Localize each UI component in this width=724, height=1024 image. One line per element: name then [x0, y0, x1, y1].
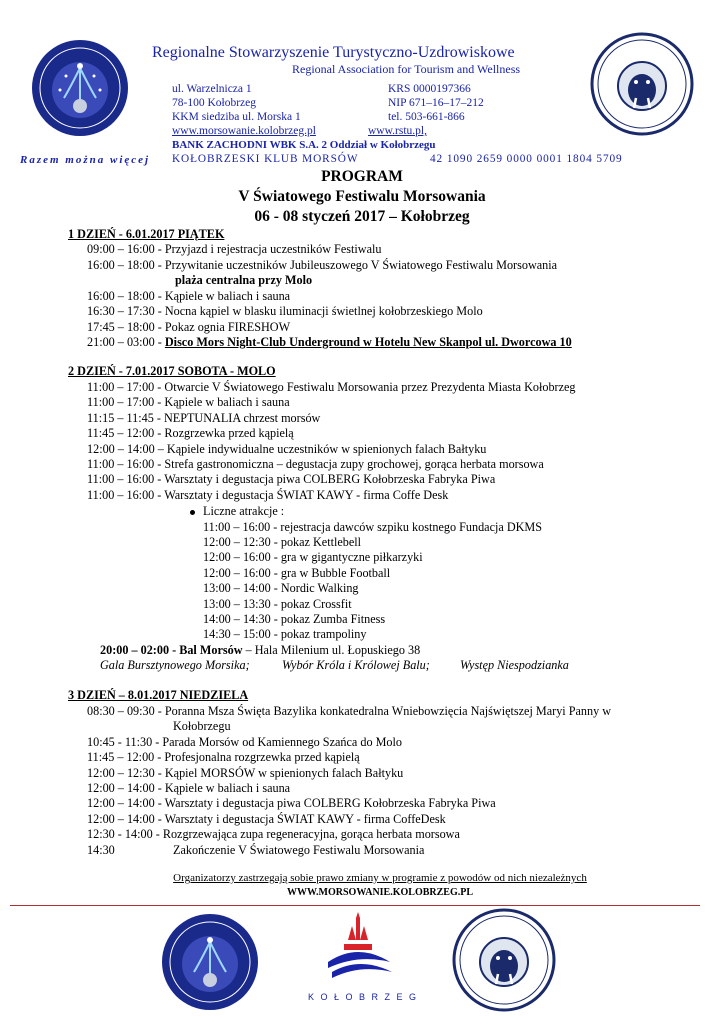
day1-item: 16:00 – 18:00 - Przywitanie uczestników Jubileuszowego V Światowego Festiwalu Morsowania: [87, 258, 558, 272]
day3-closing: Zakończenie V Światowego Festiwalu Morsowania: [173, 843, 425, 857]
day2-item: 11:45 – 12:00 - Rozgrzewka przed kąpielą: [87, 426, 294, 440]
day1-item: 16:00 – 18:00 - Kąpiele w baliach i sauna: [87, 289, 291, 303]
program-title: PROGRAM: [321, 168, 403, 185]
attraction-item: 14:30 – 15:00 - pokaz trampoliny: [203, 627, 367, 641]
day3-item: 12:00 – 14:00 - Warsztaty i degustacja ŚWIAT KAWY - firma CoffeDesk: [87, 812, 446, 826]
attraction-item: 13:00 – 13:30 - pokaz Crossfit: [203, 597, 352, 611]
gala-item-3: Występ Niespodzianka: [460, 658, 569, 672]
ball-time: 20:00 – 02:00 - Bal Morsów: [100, 643, 243, 657]
kolobrzeg-city-logo: [298, 912, 428, 1012]
rstu-link[interactable]: www.rstu.pl,: [368, 125, 427, 137]
day1-disco-venue: Disco Mors Night-Club Underground w Hotelu New Skanpol ul. Dworcowa 10: [164, 335, 572, 349]
day1-location: plaża centralna przy Molo: [175, 273, 313, 287]
festival-dates: 06 - 08 styczeń 2017 – Kołobrzeg: [254, 208, 470, 225]
footer-website[interactable]: WWW.MORSOWANIE.KOLOBRZEG.PL: [286, 887, 474, 898]
motto: Razem można więcej: [20, 154, 151, 166]
attraction-item: 11:00 – 16:00 - rejestracja dawców szpiku kostnego Fundacja DKMS: [203, 520, 543, 534]
gala-item-1: Gala Bursztynowego Morsika;: [100, 658, 250, 672]
ball-item: [100, 643, 420, 657]
day1-item: 09:00 – 16:00 - Przyjazd i rejestracja uczestników Festiwalu: [87, 242, 382, 256]
day3-item: 10:45 - 11:30 - Parada Morsów od Kamiennego Szańca do Molo: [87, 735, 403, 749]
ball-venue: – Hala Milenium ul. Łopuskiego 38: [242, 643, 421, 657]
day1-disco-time: 21:00 – 03:00 -: [87, 335, 165, 349]
morsy-logo-bottom: [452, 908, 556, 1012]
day1-item: 16:30 – 17:30 - Nocna kąpiel w blasku iluminacji świetlnej kołobrzeskiego Molo: [87, 304, 483, 318]
gala-item-2: Wybór Króla i Królowej Balu;: [282, 658, 430, 672]
bank-name: BANK ZACHODNI WBK S.A. 2 Oddział w Kołobrzegu: [172, 139, 436, 151]
day3-item: 12:00 – 12:30 - Kąpiel MORSÓW w spienionych falach Bałtyku: [87, 766, 404, 780]
day2-item: 11:00 – 17:00 - Otwarcie V Światowego Festiwalu Morsowania przez Prezydenta Miasta Kołobrzeg: [87, 380, 576, 394]
attraction-item: 12:00 – 12:30 - pokaz Kettlebell: [203, 535, 362, 549]
phone-number: tel. 503-661-866: [388, 111, 465, 123]
day2-item: 11:00 – 16:00 - Warsztaty i degustacja piwa COLBERG Kołobrzeska Fabryka Piwa: [87, 472, 496, 486]
address-city: 78-100 Kołobrzeg: [172, 97, 256, 109]
day2-item: 11:15 – 11:45 - NEPTUNALIA chrzest morsów: [87, 411, 321, 425]
rstu-logo-top: [30, 38, 130, 138]
org-name: Regionalne Stowarzyszenie Turystyczno-Uzdrowiskowe: [152, 44, 515, 61]
org-subtitle: Regional Association for Tourism and Wellness: [292, 62, 521, 76]
day1-item: 17:45 – 18:00 - Pokaz ognia FIRESHOW: [87, 320, 291, 334]
day3-item-cont: Kołobrzegu: [173, 719, 231, 733]
divider: [10, 905, 700, 906]
day2-item: 11:00 – 16:00 - Warsztaty i degustacja ŚWIAT KAWY - firma Coffe Desk: [87, 488, 449, 502]
attractions-label: Liczne atrakcje :: [203, 504, 285, 518]
day3-item: 12:00 – 14:00 - Kąpiele w baliach i sauna: [87, 781, 291, 795]
morsy-logo-top: [590, 32, 694, 136]
day2-item: 11:00 – 17:00 - Kąpiele w baliach i sauna: [87, 395, 290, 409]
day1-heading: 1 DZIEŃ - 6.01.2017 PIĄTEK: [68, 227, 225, 241]
krs-number: KRS 0000197366: [388, 83, 471, 95]
day3-item: 11:45 – 12:00 - Profesjonalna rozgrzewka przed kąpielą: [87, 750, 360, 764]
bullet-icon: [190, 510, 195, 515]
festival-title: V Światowego Festiwalu Morsowania: [238, 188, 486, 205]
attraction-item: 12:00 – 16:00 - gra w Bubble Football: [203, 566, 391, 580]
day2-item: 12:00 – 14:00 – Kąpiele indywidualne uczestników w spienionych falach Bałtyku: [87, 442, 487, 456]
day3-closing-time: 14:30: [87, 843, 115, 857]
attraction-item: 12:00 – 16:00 - gra w gigantyczne piłkarzyki: [203, 550, 423, 564]
day3-item: 12:00 – 14:00 - Warsztaty i degustacja piwa COLBERG Kołobrzeska Fabryka Piwa: [87, 796, 496, 810]
account-name: KOŁOBRZESKI KLUB MORSÓW: [172, 153, 359, 165]
day3-item: 08:30 – 09:30 - Poranna Msza Święta Bazylika konkatedralna Wniebowzięcia Najświętszej Maryi Panny w: [87, 704, 612, 718]
attractions-bullet: [190, 504, 284, 518]
rstu-logo-bottom: [160, 912, 260, 1012]
day3-heading: 3 DZIEŃ – 8.01.2017 NIEDZIELA: [68, 688, 249, 702]
address-seat: KKM siedziba ul. Morska 1: [172, 111, 301, 123]
day2-item: 11:00 – 16:00 - Strefa gastronomiczna – degustacja zupy grochowej, gorąca herbata morsowa: [87, 457, 544, 471]
website-link[interactable]: www.morsowanie.kolobrzeg.pl: [172, 125, 316, 137]
day3-item: 12:30 - 14:00 - Rozgrzewająca zupa regeneracyjna, gorąca herbata morsowa: [87, 827, 460, 841]
day2-heading: 2 DZIEŃ - 7.01.2017 SOBOTA - MOLO: [68, 364, 276, 378]
nip-number: NIP 671–16–17–212: [388, 97, 484, 109]
address-street: ul. Warzelnicza 1: [172, 83, 252, 95]
city-logo-text: K O Ł O B R Z E G: [307, 992, 419, 1002]
attraction-item: 14:00 – 14:30 - pokaz Zumba Fitness: [203, 612, 386, 626]
day1-item-disco: [87, 335, 572, 349]
account-number: 42 1090 2659 0000 0001 1804 5709: [430, 153, 623, 165]
attraction-item: 13:00 – 14:00 - Nordic Walking: [203, 581, 359, 595]
disclaimer: Organizatorzy zastrzegają sobie prawo zmiany w programie z powodów od nich niezależnych: [173, 872, 587, 884]
